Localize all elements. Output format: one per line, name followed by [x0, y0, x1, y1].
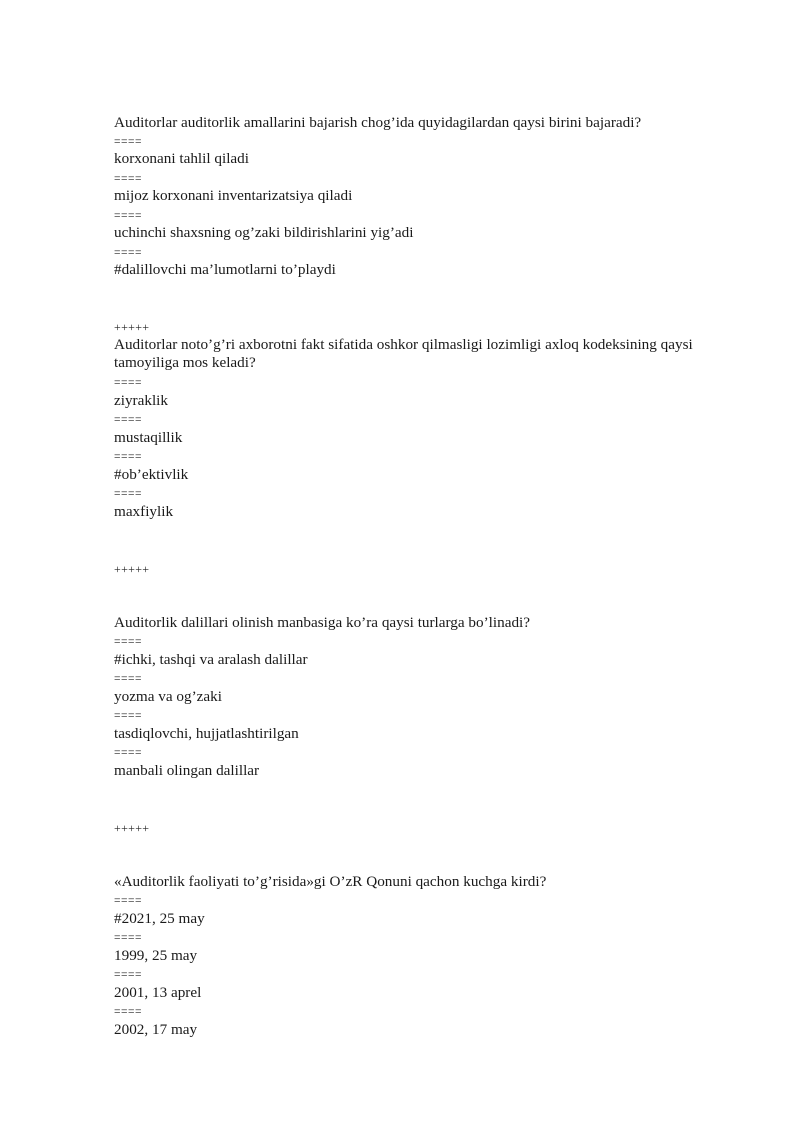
option-2-d: maxfiylik	[114, 503, 174, 520]
option-1-a: korxonani tahlil qiladi	[114, 150, 249, 167]
end-marker: +++++	[114, 821, 150, 835]
question-2: Auditorlar noto’g’ri axborotni fakt sifatida oshkor qilmasligi lozimligi axloq kodeksining qaysi tamoyiliga mos keladi?	[114, 336, 693, 371]
option-2-a: ziyraklik	[114, 392, 168, 409]
option-4-b: 1999, 25 may	[114, 947, 198, 964]
end-marker: +++++	[114, 320, 150, 334]
separator: ====	[114, 173, 142, 185]
option-2-b: mustaqillik	[114, 429, 183, 446]
question-1: Auditorlar auditorlik amallarini bajarish chog’ida quyidagilardan qaysi birini bajaradi?	[114, 114, 642, 131]
separator: ====	[114, 932, 142, 944]
end-marker: +++++	[114, 562, 150, 576]
separator: ====	[114, 451, 142, 463]
option-4-c: 2001, 13 aprel	[114, 984, 202, 1001]
separator: ====	[114, 414, 142, 426]
question-4: «Auditorlik faoliyati to’g’risida»gi O’zR Qonuni qachon kuchga kirdi?	[114, 873, 547, 890]
separator: ====	[114, 636, 142, 648]
option-3-d: manbali olingan dalillar	[114, 762, 260, 779]
separator: ====	[114, 1006, 142, 1018]
option-1-b: mijoz korxonani inventarizatsiya qiladi	[114, 187, 353, 204]
separator: ====	[114, 673, 142, 685]
option-3-c: tasdiqlovchi, hujjatlashtirilgan	[114, 725, 299, 742]
separator: ====	[114, 747, 142, 759]
question-3: Auditorlik dalillari olinish manbasiga ko’ra qaysi turlarga bo’linadi?	[114, 614, 531, 631]
option-3-a-correct: #ichki, tashqi va aralash dalillar	[114, 651, 308, 668]
option-4-a-correct: #2021, 25 may	[114, 910, 205, 927]
option-1-d-correct: #dalillovchi ma’lumotlarni to’playdi	[114, 261, 336, 278]
separator: ====	[114, 710, 142, 722]
separator: ====	[114, 247, 142, 259]
separator: ====	[114, 136, 142, 148]
separator: ====	[114, 488, 142, 500]
option-3-b: yozma va og’zaki	[114, 688, 222, 705]
separator: ====	[114, 969, 142, 981]
option-4-d: 2002, 17 may	[114, 1021, 198, 1038]
separator: ====	[114, 210, 142, 222]
option-2-c-correct: #ob’ektivlik	[114, 466, 189, 483]
separator: ====	[114, 377, 142, 389]
separator: ====	[114, 895, 142, 907]
option-1-c: uchinchi shaxsning og’zaki bildirishlarini yig’adi	[114, 224, 414, 241]
